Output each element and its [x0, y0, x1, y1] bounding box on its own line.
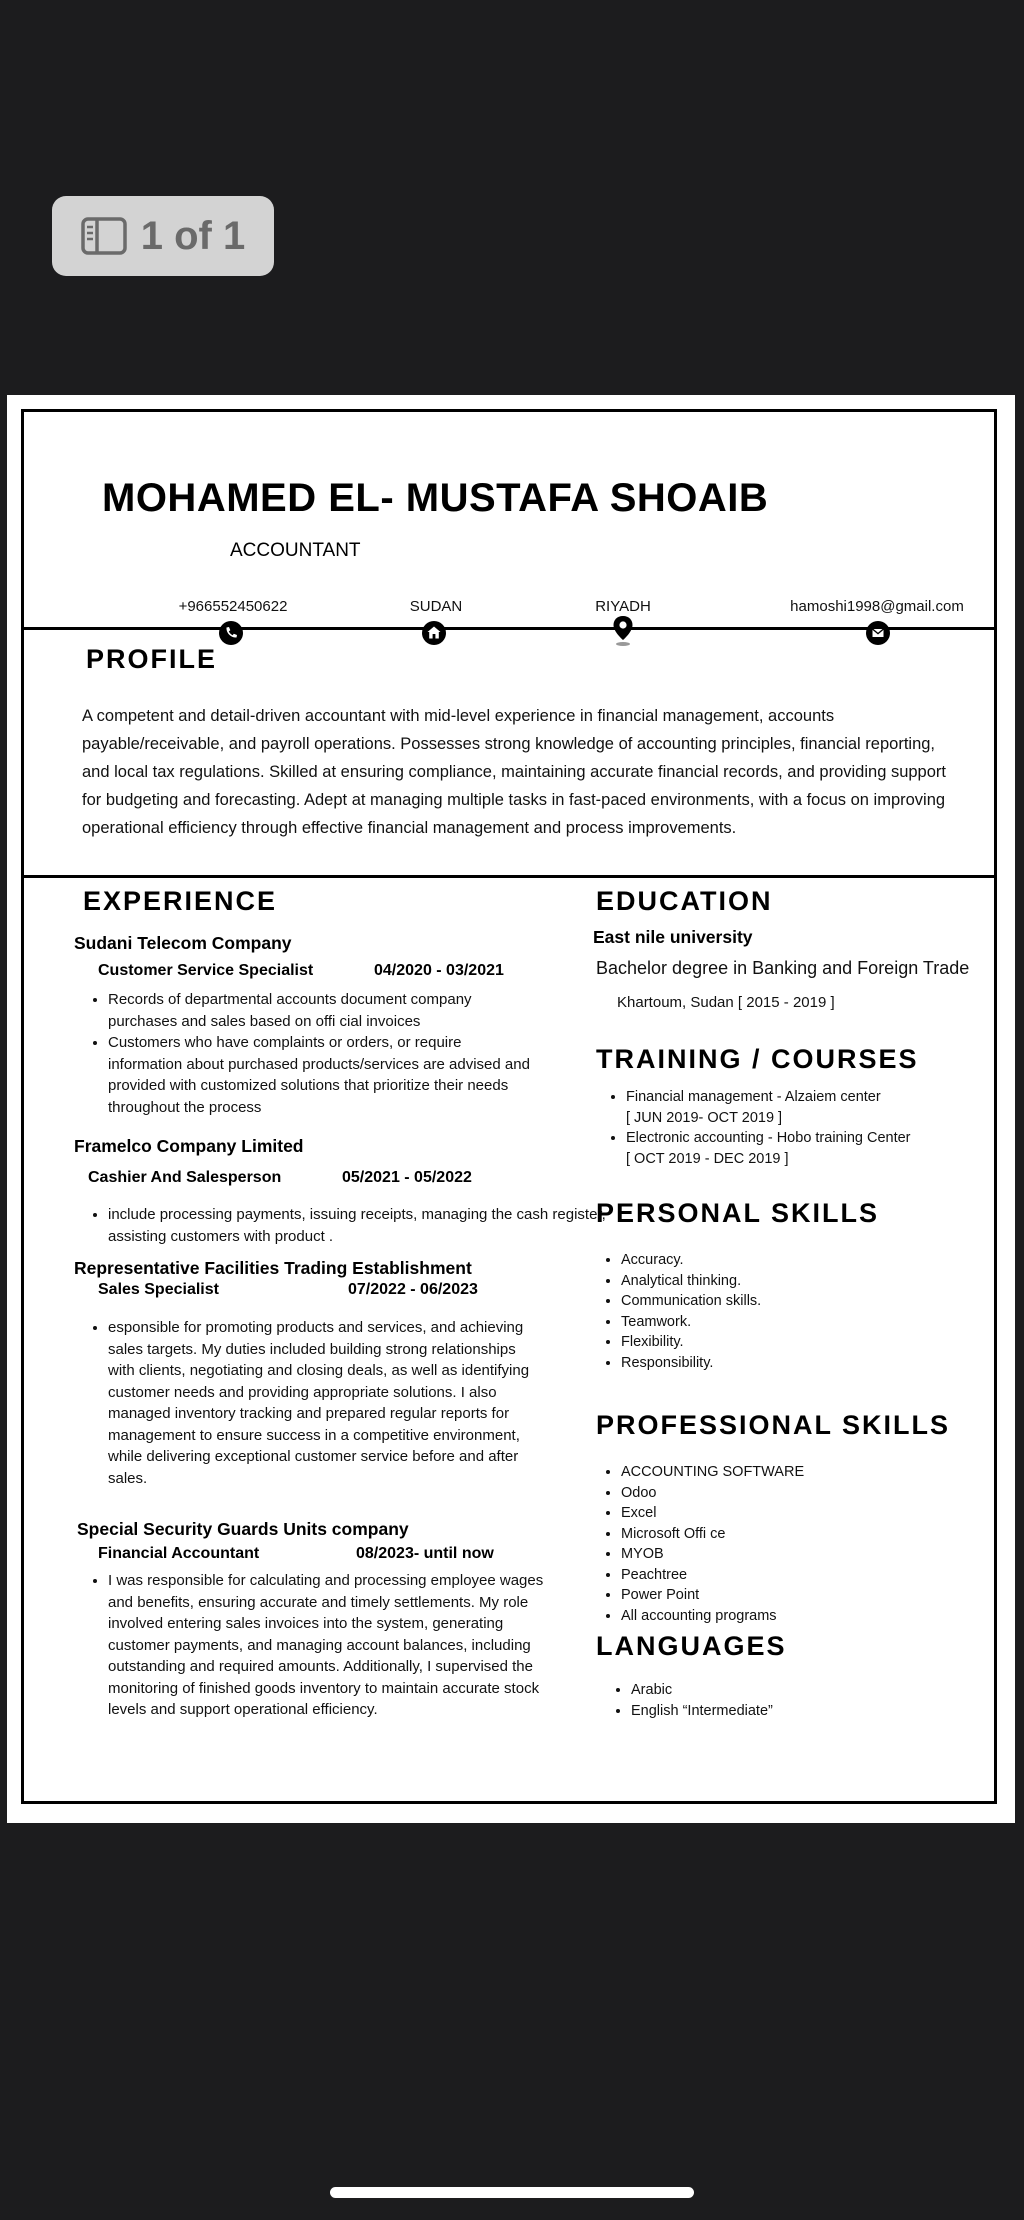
skill-item: • Microsoft Offi ce	[621, 1524, 1001, 1545]
education-heading: EDUCATION	[596, 886, 773, 916]
resume-name: MOHAMED EL- MUSTAFA SHOAIB	[102, 476, 769, 520]
email-icon	[865, 620, 891, 646]
professional-skills-heading: PROFESSIONAL SKILLS	[596, 1410, 951, 1440]
job-bullet: • esponsible for promoting products and services, and achieving sales targets. My duties included building strong relationships with clients, negotiating and closing deals, as well as identifying customer needs and providing appropriate solutions. I also managed inventory tracking and prepared regular reports for management to ensure success in a competitive environment, while delivering exceptional customer service before and after sales.	[108, 1317, 538, 1489]
training-item: • Financial management - Alzaiem center [ JUN 2019- OCT 2019 ]	[626, 1087, 1024, 1128]
job-dates: 08/2023- until now	[356, 1545, 494, 1562]
job-bullet: • include processing payments, issuing receipts, managing the cash register, assisting customers with product .	[108, 1204, 608, 1247]
location-pin-icon	[611, 615, 635, 647]
phone-icon	[218, 620, 244, 646]
job-bullets	[82, 1317, 538, 1489]
contact-divider	[24, 627, 994, 630]
job-company: Special Security Guards Units company	[77, 1519, 409, 1539]
profile-heading: PROFILE	[86, 644, 218, 674]
job-role: Customer Service Specialist	[98, 962, 314, 979]
job-role: Cashier And Salesperson	[88, 1169, 282, 1186]
training-list	[600, 1087, 1024, 1169]
education-school: East nile university	[593, 927, 753, 947]
skill-item: • Teamwork.	[621, 1312, 1001, 1333]
sidebar-toggle-icon	[81, 217, 127, 255]
contact-country: SUDAN	[409, 598, 463, 615]
profile-divider	[24, 875, 994, 878]
job-dates: 07/2022 - 06/2023	[348, 1281, 478, 1298]
skill-item: • MYOB	[621, 1544, 1001, 1565]
job-role: Financial Accountant	[98, 1545, 260, 1562]
contact-phone: +966552450622	[178, 598, 288, 615]
job-bullet: • Customers who have complaints or orders, or require information about purchased products/services are advised and provided with customized solutions that prioritize their needs throughout the process	[108, 1032, 538, 1118]
job-dates: 05/2021 - 05/2022	[342, 1169, 472, 1186]
page-indicator-label: 1 of 1	[140, 213, 246, 258]
languages-heading: LANGUAGES	[596, 1631, 787, 1661]
job-dates: 04/2020 - 03/2021	[374, 962, 504, 979]
resume-border	[21, 409, 997, 1804]
job-bullets	[82, 989, 538, 1118]
experience-heading: EXPERIENCE	[83, 886, 278, 916]
job-company: Framelco Company Limited	[74, 1136, 304, 1156]
professional-skills-list	[595, 1462, 1001, 1626]
skill-item: • Communication skills.	[621, 1291, 1001, 1312]
skill-item: • All accounting programs	[621, 1606, 1001, 1627]
skill-item: • Excel	[621, 1503, 1001, 1524]
job-bullets	[82, 1204, 608, 1247]
education-degree: Bachelor degree in Banking and Foreign Trade	[596, 958, 970, 978]
language-item: • English “Intermediate”	[631, 1701, 1011, 1722]
resume-title: ACCOUNTANT	[230, 540, 361, 561]
contact-email: hamoshi1998@gmail.com	[790, 598, 964, 615]
skill-item: • Peachtree	[621, 1565, 1001, 1586]
personal-skills-heading: PERSONAL SKILLS	[596, 1198, 880, 1228]
skill-item: • Flexibility.	[621, 1332, 1001, 1353]
profile-text: A competent and detail-driven accountant with mid-level experience in financial management, accounts payable/receivable, and payroll operations. Possesses strong knowledge of accounting principles, financial reporting, and local tax regulations. Skilled at ensuring compliance, maintaining accurate financial records, and providing support for budgeting and forecasting. Adept at managing multiple tasks in fast-paced environments, with a focus on improving operational efficiency through effective financial management and process improvements.	[82, 707, 946, 837]
job-bullet: • Records of departmental accounts document company purchases and sales based on offi cial invoices	[108, 989, 538, 1032]
skill-item: • Accuracy.	[621, 1250, 1001, 1271]
training-heading: TRAINING / COURSES	[596, 1044, 919, 1074]
home-indicator[interactable]	[330, 2187, 694, 2198]
skill-item: • Responsibility.	[621, 1353, 1001, 1374]
languages-list	[605, 1680, 1011, 1721]
job-bullet: • I was responsible for calculating and processing employee wages and benefits, ensuring accurate and timely settlements. My role involved entering sales invoices into the system, generating customer payments, and managing account balances, including outstanding and required amounts. Additionally, I supervised the monitoring of finished goods inventory to maintain accurate stock levels and support operational efficiency.	[108, 1570, 548, 1721]
resume-document[interactable]	[7, 395, 1015, 1823]
job-bullets	[82, 1570, 548, 1721]
skill-item: • Odoo	[621, 1483, 1001, 1504]
language-item: • Arabic	[631, 1680, 1011, 1701]
job-company: Representative Facilities Trading Establishment	[74, 1258, 472, 1278]
training-item: • Electronic accounting - Hobo training Center [ OCT 2019 - DEC 2019 ]	[626, 1128, 1024, 1169]
education-location: Khartoum, Sudan [ 2015 - 2019 ]	[617, 994, 835, 1011]
skill-item: • Power Point	[621, 1585, 1001, 1606]
page-indicator-badge[interactable]	[52, 196, 274, 276]
personal-skills-list	[595, 1250, 1001, 1373]
contact-city: RIYADH	[595, 598, 651, 615]
home-icon	[421, 620, 447, 646]
skill-item: • ACCOUNTING SOFTWARE	[621, 1462, 1001, 1483]
skill-item: • Analytical thinking.	[621, 1271, 1001, 1292]
job-role: Sales Specialist	[98, 1281, 219, 1298]
job-company: Sudani Telecom Company	[74, 933, 292, 953]
